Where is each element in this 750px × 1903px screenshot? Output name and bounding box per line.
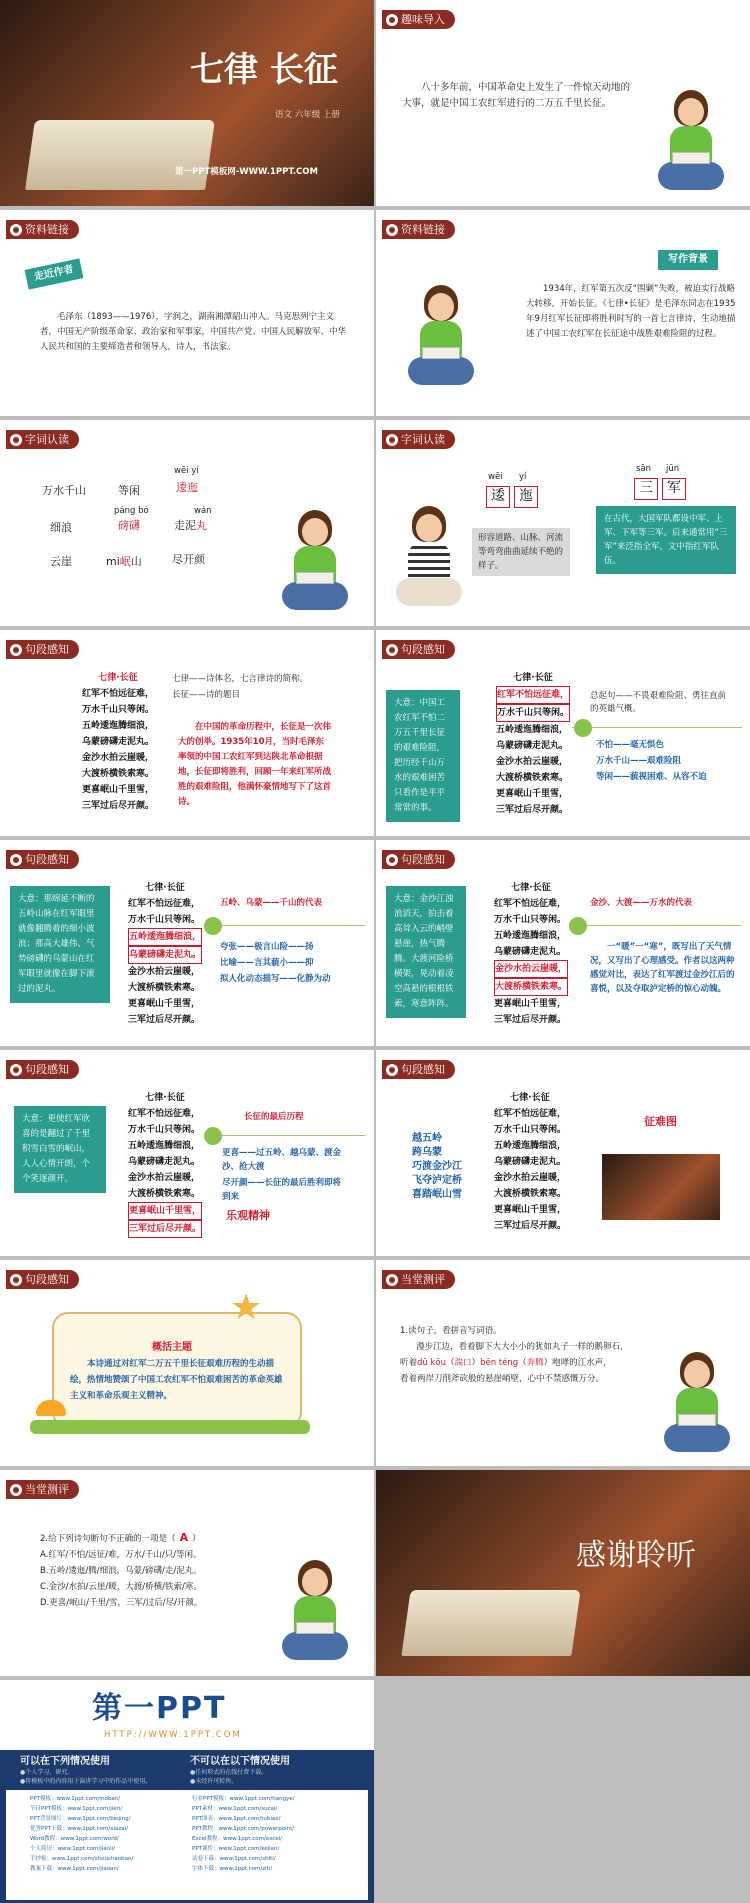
option-a: A.红军/不怕/远征/难，万水/千山/只/等闲。 xyxy=(40,1550,202,1560)
girl-reading-image xyxy=(662,1352,732,1462)
slide-lines-1-2 xyxy=(376,630,750,836)
slide-lines-3-4 xyxy=(0,840,374,1046)
slide-background xyxy=(376,210,750,416)
theme-text: 本诗通过对红军二万五千里长征艰难历程的生动描绘，热情地赞颂了中国工农红军不怕艰难困苦的革命英雄主义和革命乐观主义精神。 xyxy=(70,1359,283,1401)
can-title: 可以在下列情况使用 xyxy=(20,1756,110,1767)
word-1: 万水千山 xyxy=(42,484,86,497)
word-5: 走泥丸 xyxy=(174,519,207,532)
slide-lines-5-6 xyxy=(376,840,750,1046)
poem-text: 七律·长征 红军不怕远征难， 万水千山只等闲。 五岭逶迤腾细浪， 乌蒙磅礴走泥丸。 金沙水拍云崖暖， 大渡桥横铁索寒。 更喜岷山千里雪， 三军过后尽开颜。 xyxy=(128,1090,202,1238)
link[interactable]: 行业PPT模板：www.1ppt.com/hangye/ xyxy=(192,1796,295,1802)
meaning-box: 大意：中国工农红军不怕二万五千里长征的艰难险阻，把历经千山万水的艰难困苦只看作是平平常常的事。 xyxy=(386,690,460,822)
note-red-1: 长征的最后历程 xyxy=(244,1112,304,1122)
tag-icon xyxy=(386,1274,398,1286)
tag-icon xyxy=(386,434,398,446)
option-b: B.五岭/逶迤/腾/细浪，乌蒙/磅礴/走/泥丸。 xyxy=(40,1566,202,1576)
word-3: 逶迤 xyxy=(176,481,198,494)
char-san: 三 xyxy=(634,478,658,500)
tag-icon xyxy=(386,854,398,866)
theme-title: 概括主题 xyxy=(152,1342,192,1353)
note-b3: 等闲——藐视困难、从容不迫 xyxy=(596,772,707,782)
subtitle: 语文 六年级 上册 xyxy=(275,110,340,120)
cannot-1: ●任何形式的在线付费下载。 xyxy=(190,1769,268,1776)
girl-reading-image xyxy=(280,510,350,620)
tag-icon xyxy=(10,854,22,866)
answer: A xyxy=(179,1531,189,1544)
link[interactable]: 教案下载：www.1ppt.com/jiaoan/ xyxy=(30,1866,119,1872)
question-2: 2.给下列诗句断句不正确的一项是（ A ） xyxy=(40,1531,201,1544)
note-blue: 一“暖”一“寒”，既写出了天气情况，又写出了心理感受。作者以这两种感觉对比，表达了红军渡过金沙江后的喜悦，以及夺取泸定桥的惊心动魄。 xyxy=(590,942,735,994)
slide-title xyxy=(0,0,374,206)
pinyin-4: páng bó xyxy=(114,506,149,516)
link[interactable]: PPT背景图片：www.1ppt.com/beijing/ xyxy=(30,1816,131,1822)
poem-text: 七律·长征 红军不怕远征难， 万水千山只等闲。 五岭逶迤腾细浪， 乌蒙磅礴走泥丸。 金沙水拍云崖暖， 大渡桥横铁索寒。 更喜岷山千里雪， 三军过后尽开颜。 xyxy=(494,1093,567,1231)
question-1-line-1: 漫步江边，看着脚下大大小小的犹如丸子一样的鹅卵石， xyxy=(416,1342,629,1352)
char-wei: 逶 xyxy=(486,486,510,508)
word-7: 云崖 xyxy=(50,555,72,568)
brand-url: HTTP://WWW.1PPT.COM xyxy=(104,1730,242,1740)
poem-text: 七律·长征 红军不怕远征难， 万水千山只等闲。 五岭逶迤腾细浪， 乌蒙磅礴走泥丸。 金沙水拍云崖暖， 大渡桥横铁索寒。 更喜岷山千里雪， 三军过后尽开颜。 xyxy=(494,883,568,1025)
thanks-title: 感谢聆听 xyxy=(576,1538,696,1573)
note-red: 在中国的革命历程中，长征是一次伟大的创举。1935年10月，当时毛泽东率领的中国工农红军到达陕北革命根据地，长征即将胜利，回顾一年来红军所战胜的艰难险阻，他满怀豪情地写下了这首诗。 xyxy=(178,722,332,807)
slide-words-2 xyxy=(376,420,750,626)
link[interactable]: PPT图表：www.1ppt.com/tubiao/ xyxy=(192,1816,281,1822)
poem-text: 七律·长征 红军不怕远征难， 万水千山只等闲。 五岭逶迤腾细浪， 乌蒙磅礴走泥丸。 金沙水拍云崖暖， 大渡桥横铁索寒。 更喜岷山千里雪， 三军过后尽开颜。 xyxy=(82,673,155,811)
section-tag: 句段感知 xyxy=(6,1060,79,1079)
note-b1: 更喜——过五岭、越乌蒙、渡金沙、抢大渡 xyxy=(222,1148,342,1172)
poem-text: 七律·长征 红军不怕远征难， 万水千山只等闲。 五岭逶迤腾细浪， 乌蒙磅礴走泥丸。 金沙水拍云崖暖， 大渡桥横铁索寒。 更喜岷山千里雪， 三军过后尽开颜。 xyxy=(128,883,202,1025)
note-b3: 拟人化动态描写——化静为动 xyxy=(220,974,331,984)
main-title: 七律 长征 xyxy=(190,50,338,90)
slide-poem-title xyxy=(0,630,374,836)
girl-reading-image xyxy=(656,90,726,200)
section-tag: 句段感知 xyxy=(382,640,455,659)
star-icon: ★ xyxy=(230,1287,263,1328)
meaning-box: 大意：金沙江浊浪滔天，拍击着高耸入云的峭壁悬崖，热气腾腾。大渡河险桥横架，晃动着凌空高悬的根根铁索，寒意阵阵。 xyxy=(386,886,466,1018)
note-b2: 尽开颜——长征的最后胜利即将到来 xyxy=(222,1178,342,1202)
green-line xyxy=(205,925,365,926)
link[interactable]: Word教程：www.1ppt.com/word/ xyxy=(30,1836,119,1842)
section-tag: 资料链接 xyxy=(6,220,79,239)
section-tag: 资料链接 xyxy=(382,220,455,239)
pinyin-3: wēi yí xyxy=(174,466,199,476)
link[interactable]: 节日PPT模板：www.1ppt.com/jieri/ xyxy=(30,1806,123,1812)
pinyin-5: wán xyxy=(194,506,212,516)
tag-icon xyxy=(10,434,22,446)
san-jun-meaning: 在古代，大国军队都设中军、上军、下军等三军。后来通常用“三军”来泛指全军。文中指红军队伍。 xyxy=(596,506,736,574)
grass xyxy=(30,1420,310,1434)
option-c: C.金沙/水拍/云崖/暖，大渡/桥横/铁索/寒。 xyxy=(40,1582,202,1592)
answer-2: 奔腾 xyxy=(526,1358,544,1368)
tag-icon xyxy=(386,224,398,236)
slide-summary-map xyxy=(376,1050,750,1256)
link[interactable]: 手抄报：www.1ppt.com/shouchaobao/ xyxy=(30,1856,134,1862)
green-dot xyxy=(204,1127,222,1145)
meaning-box: 大意：那绵延不断的五岭山脉在红军眼里就像翻腾着的细小波浪；那高大雄伟、气势磅礴的乌蒙山在红军眼里就像在脚下滚过的泥丸。 xyxy=(10,886,110,1003)
cannot-title: 不可以在以下情况使用 xyxy=(190,1756,290,1767)
pinyin-san: sān xyxy=(636,464,652,474)
section-tag: 当堂测评 xyxy=(382,1270,455,1289)
note-b2: 万水千山——艰难险阻 xyxy=(596,756,682,766)
word-4: 磅礴 xyxy=(118,519,140,532)
note-red: 金沙、大渡——万水的代表 xyxy=(590,898,693,908)
intro-text: 八十多年前，中国革命史上发生了一件惊天动地的大事，就是中国工农红军进行的二万五千里长征。 xyxy=(402,82,631,109)
link[interactable]: Excel教程：www.1ppt.com/excel/ xyxy=(192,1836,283,1842)
girl-striped-image xyxy=(394,506,464,616)
answer-1: 湍口 xyxy=(454,1358,472,1368)
link[interactable]: PPT教程：www.1ppt.com/powerpoint/ xyxy=(192,1826,295,1832)
link[interactable]: PPT课件：www.1ppt.com/kejian/ xyxy=(192,1846,280,1852)
green-dot xyxy=(574,719,592,737)
tag-icon xyxy=(10,1274,22,1286)
char-yi: 迤 xyxy=(514,486,538,508)
green-line xyxy=(572,727,742,728)
section-tag: 句段感知 xyxy=(6,850,79,869)
wei-yi-meaning: 形容道路、山脉、河流等弯弯曲曲延续不绝的样子。 xyxy=(472,528,570,576)
slide-thanks xyxy=(376,1470,750,1676)
link[interactable]: 试卷下载：www.1ppt.com/shiti/ xyxy=(192,1856,276,1862)
note-1: 总起句——不畏艰难险阻、勇往直前的英雄气概。 xyxy=(590,691,727,714)
link[interactable]: 个人简历：www.1ppt.com/jianli/ xyxy=(30,1846,116,1852)
note-2: 长征——诗的题目 xyxy=(172,690,241,700)
tag-icon xyxy=(10,1484,22,1496)
pinyin-yi: yí xyxy=(519,472,527,482)
can-2: ●将模板中的内容用于演讲学习中的作品中使用。 xyxy=(20,1778,152,1785)
section-tag: 字词认读 xyxy=(382,430,455,449)
tag-icon xyxy=(10,1064,22,1076)
slide-quiz-1 xyxy=(376,1260,750,1466)
green-dot xyxy=(204,917,222,935)
word-8: mi岷山 xyxy=(106,555,142,568)
cannot-2: ●未经许可转售。 xyxy=(190,1778,238,1785)
tag-icon xyxy=(386,14,398,26)
meaning-box: 大意：更使红军欣喜的是翻过了千里积雪白雪的岷山，人人心情开朗，个个笑逐颜开。 xyxy=(14,1106,106,1193)
slide-lines-7-8 xyxy=(0,1050,374,1256)
link[interactable]: PPT素材：www.1ppt.com/sucai/ xyxy=(192,1806,278,1812)
links-right xyxy=(192,1794,295,1874)
note-b2: 比喻——言其藐小——抑 xyxy=(220,958,314,968)
question-1-line-2: 听着dǔ kōu（湍口）bēn téng（奔腾）咆哮的江水声， xyxy=(400,1358,612,1368)
girl-reading-image xyxy=(280,1560,350,1670)
green-dot xyxy=(569,917,587,935)
events-list: 越五岭 跨乌蒙 巧渡金沙江 飞夺泸定桥 喜踏岷山雪 xyxy=(412,1133,462,1200)
open-book-image xyxy=(401,1590,580,1656)
note-1: 七律——诗体名，七言律诗的简称。 xyxy=(172,674,309,684)
pinyin-jun: jūn xyxy=(666,464,680,474)
book-photo xyxy=(602,1154,720,1220)
slide-quiz-2 xyxy=(0,1470,374,1676)
option-d: D.更喜/岷山/千里/雪，三军/过后/尽/开颜。 xyxy=(40,1598,203,1608)
section-tag: 当堂测评 xyxy=(6,1480,79,1499)
note-red-2: 乐观精神 xyxy=(226,1209,270,1222)
slide-credits xyxy=(0,1680,374,1903)
note-red: 五岭、乌蒙——千山的代表 xyxy=(220,898,323,908)
tag-icon xyxy=(386,644,398,656)
word-9: 尽开颜 xyxy=(172,553,205,566)
tag-icon xyxy=(10,644,22,656)
note-b1: 不怕——毫无惧色 xyxy=(596,740,665,750)
slide-author xyxy=(0,210,374,416)
section-tag: 句段感知 xyxy=(6,1270,79,1289)
slide-intro xyxy=(376,0,750,206)
author-label: 走近作者 xyxy=(25,258,84,289)
section-tag: 趣味导入 xyxy=(382,10,455,29)
char-jun: 军 xyxy=(662,478,686,500)
question-1-line-3: 看着两岸刀削斧砍般的悬崖峭壁，心中不禁感慨万分。 xyxy=(400,1374,605,1384)
pinyin-wei: wēi xyxy=(488,472,503,482)
can-1: ●个人学习、研究。 xyxy=(20,1769,74,1776)
section-tag: 句段感知 xyxy=(382,1060,455,1079)
word-2: 等闲 xyxy=(118,484,140,497)
girl-reading-image xyxy=(406,285,476,395)
section-tag: 句段感知 xyxy=(382,850,455,869)
mushroom-icon xyxy=(36,1400,66,1416)
poem-text: 七律·长征 红军不怕远征难， 万水千山只等闲。 五岭逶迤腾细浪， 乌蒙磅礴走泥丸。 金沙水拍云崖暖， 大渡桥横铁索寒。 更喜岷山千里雪， 三军过后尽开颜。 xyxy=(496,673,570,815)
question-1: 1.读句子，看拼音写词语。 xyxy=(400,1326,502,1336)
hardship-label: 征难图 xyxy=(644,1115,677,1128)
section-tag: 字词认读 xyxy=(6,430,79,449)
word-6: 细浪 xyxy=(50,521,72,534)
green-line xyxy=(569,925,741,926)
note-b1: 夸张——极言山险——扬 xyxy=(220,942,314,952)
background-text: 1934年，红军第五次反“围剿”失败，被迫实行战略大转移，开始长征。《七律•长征》是毛泽东同志在1935年9月红军长征即将胜利时写的一首七言律诗，生动地描述了中国工农红军在长征途中战胜艰难险阻的过程。 xyxy=(526,284,736,339)
background-label: 写作背景 xyxy=(658,250,718,270)
footer-text: 第一PPT模板网-WWW.1PPT.COM xyxy=(175,167,318,177)
author-text: 毛泽东（1893——1976），字润之，湖南湘潭韶山冲人。马克思列宁主义者，中国无产阶级革命家、政治家和军事家，中国共产党、中国人民解放军、中华人民共和国的主要缔造者和领导人，诗人，书法家。 xyxy=(40,312,347,352)
tag-icon xyxy=(10,224,22,236)
brand-logo: 第一PPT xyxy=(92,1691,227,1726)
link[interactable]: PPT模板：www.1ppt.com/moban/ xyxy=(30,1796,121,1802)
links-left xyxy=(30,1794,133,1874)
section-tag: 句段感知 xyxy=(6,640,79,659)
link[interactable]: 优秀PPT下载：www.1ppt.com/xiazai/ xyxy=(30,1826,129,1832)
link[interactable]: 字体下载：www.1ppt.com/ziti/ xyxy=(192,1866,273,1872)
slide-theme xyxy=(0,1260,374,1466)
green-line xyxy=(205,1135,365,1136)
tag-icon xyxy=(386,1064,398,1076)
slide-words-1 xyxy=(0,420,374,626)
